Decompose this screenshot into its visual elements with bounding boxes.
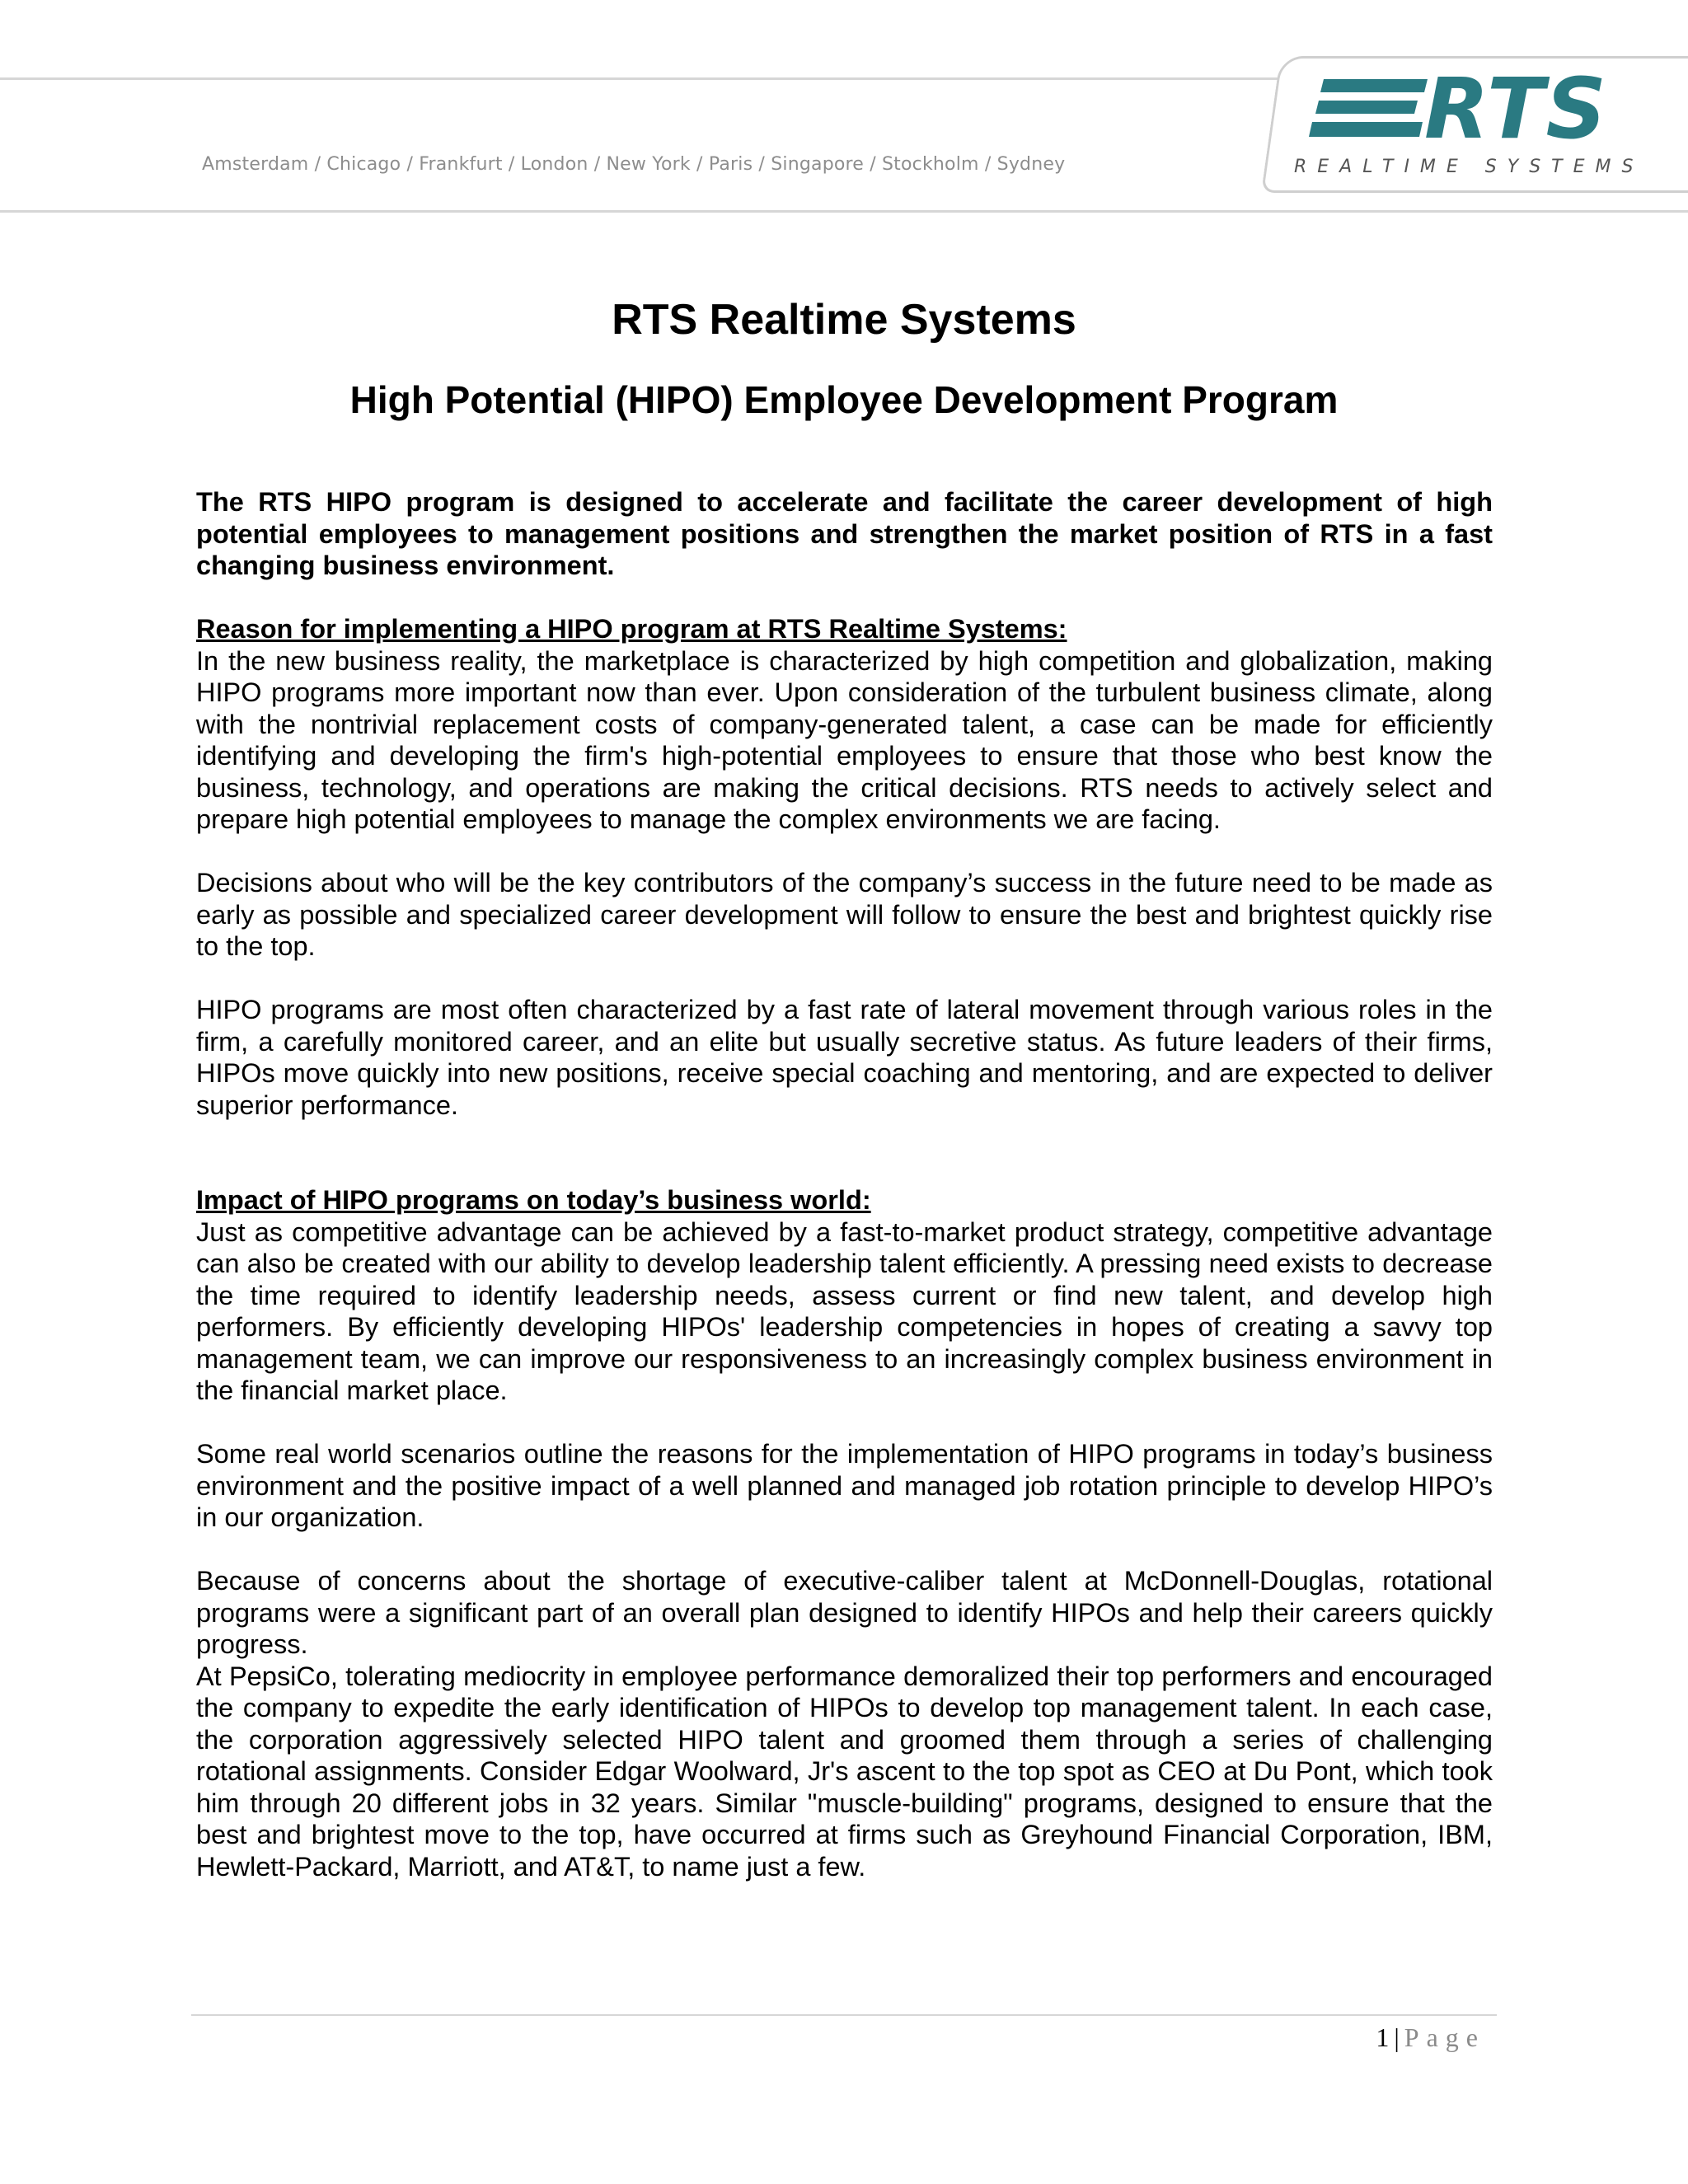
paragraph: Decisions about who will be the key contributors of the company’s success in the future need to be made as early as possible and specialized career development will follow to ensure the best and brightest quickly rise to the top.	[196, 868, 1493, 961]
logo-text: RTS	[1424, 60, 1608, 158]
header-top-rule	[0, 77, 1286, 80]
letterhead	[0, 0, 1688, 223]
logo-subtitle: REALTIME SYSTEMS	[1294, 157, 1644, 177]
section-heading-impact: Impact of HIPO programs on today’s business world:	[196, 1185, 871, 1215]
section-heading-reason: Reason for implementing a HIPO program at RTS Realtime Systems:	[196, 614, 1067, 644]
document-body	[196, 486, 1493, 1882]
page-footer	[1376, 2022, 1485, 2053]
rts-logo	[1294, 60, 1648, 181]
page-label: Page	[1404, 2022, 1485, 2052]
footer-rule	[191, 2014, 1497, 2016]
paragraph: Some real world scenarios outline the reasons for the implementation of HIPO programs in today’s business environment and the positive impact of a well planned and managed job rotation principle to develop HIPO’s in our organization.	[196, 1439, 1493, 1532]
page-number: 1	[1376, 2022, 1390, 2052]
document-title: RTS Realtime Systems	[612, 296, 1076, 344]
intro-paragraph: The RTS HIPO program is designed to accelerate and facilitate the career development of high potential employees to management positions and strengthen the market position of RTS in a fast changing business environment.	[196, 487, 1493, 580]
office-cities: Amsterdam / Chicago / Frankfurt / London / New York / Paris / Singapore / Stockholm / Sydney	[202, 154, 1066, 175]
paragraph: In the new business reality, the marketplace is characterized by high competition and globalization, making HIPO programs more important now than ever. Upon consideration of the turbulent business climate, along with the nontrivial replacement costs of company-generated talent, a case can be made for efficiently identifying and developing the firm's high-potential employees to ensure that those who best know the business, technology, and operations are making the critical decisions. RTS needs to actively select and prepare high potential employees to manage the complex environments we are facing.	[196, 645, 1493, 834]
footer-separator: |	[1394, 2022, 1400, 2052]
paragraph: Because of concerns about the shortage of executive-caliber talent at McDonnell-Douglas, rotational programs were a significant part of an overall plan designed to identify HIPOs and help their careers quickly progress.	[196, 1566, 1493, 1659]
paragraph: At PepsiCo, tolerating mediocrity in employee performance demoralized their top performers and encouraged the company to expedite the early identification of HIPOs to develop top management talent. In each case, the corporation aggressively selected HIPO talent and groomed them through a series of challenging rotational assignments. Consider Edgar Woolward, Jr's ascent to the top spot as CEO at Du Pont, which took him through 20 different jobs in 32 years. Similar "muscle-building" programs, designed to ensure that the best and brightest move to the top, have occurred at firms such as Greyhound Financial Corporation, IBM, Hewlett-Packard, Marriott, and AT&T, to name just a few.	[196, 1661, 1493, 1882]
rts-logo-mark-icon	[1302, 76, 1434, 142]
paragraph: HIPO programs are most often characterized by a fast rate of lateral movement through various roles in the firm, a carefully monitored career, and an elite but usually secretive status. As future leaders of their firms, HIPOs move quickly into new positions, receive special coaching and mentoring, and are expected to deliver superior performance.	[196, 995, 1493, 1120]
paragraph: Just as competitive advantage can be achieved by a fast-to-market product strategy, competitive advantage can also be created with our ability to develop leadership talent efficiently. A pressing need exists to decrease the time required to identify leadership needs, assess current or find new talent, and develop high performers. By efficiently developing HIPOs' leadership competencies in hopes of creating a savvy top management team, we can improve our responsiveness to an increasingly complex business environment in the financial market place.	[196, 1216, 1493, 1405]
document-subtitle: High Potential (HIPO) Employee Development Program	[349, 378, 1339, 421]
header-bottom-rule	[0, 210, 1688, 213]
